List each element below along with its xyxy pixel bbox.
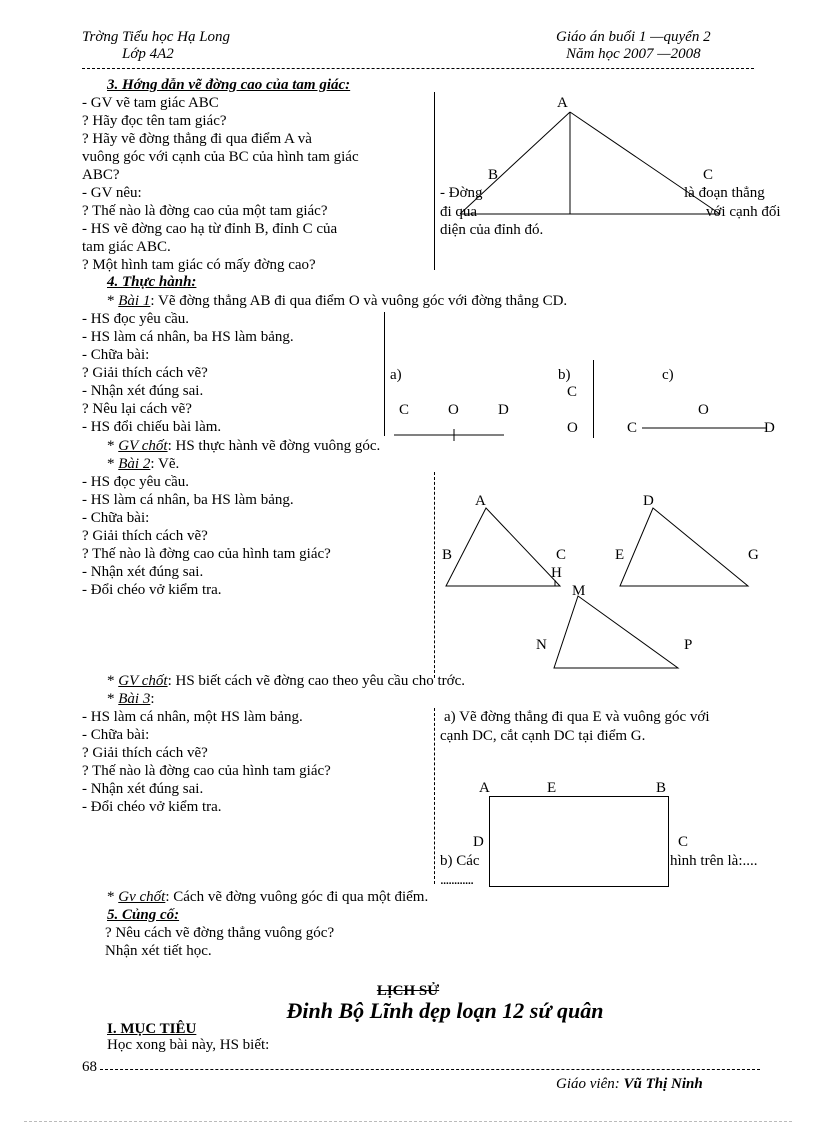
text-line: - Chữa bài: [82, 727, 150, 743]
text-line: - HS làm cá nhân, ba HS làm bảng. [82, 492, 294, 508]
fig-a-point-d: D [498, 402, 509, 418]
rect-point-a: A [479, 780, 490, 796]
bai-2-triangles-figure [440, 500, 780, 680]
bai-2-left-column [82, 473, 331, 599]
fig-b-point-o: O [567, 420, 578, 436]
bai-2-conclusion-text: : HS biết cách vẽ đờng cao theo yêu cầu cho trớc. [167, 673, 465, 689]
section-5-title: 5. Củng cố: [107, 907, 180, 923]
bai-2-divider [434, 472, 435, 678]
bai-2-text: : Vẽ. [150, 456, 180, 472]
text-line: ? Một hình tam giác có mấy đờng cao? [82, 257, 316, 273]
teacher-name: Vũ Thị Ninh [623, 1076, 703, 1092]
bai-1-prompt: * Bài 1: Vẽ đờng thẳng AB đi qua điểm O và vuông góc với đờng thẳng CD. [107, 293, 568, 309]
objective-intro: Học xong bài này, HS biết: [107, 1037, 270, 1053]
bai-1-conclusion-text: : HS thực hành vẽ đờng vuông góc. [167, 438, 381, 454]
text-line: ? Hãy đọc tên tam giác? [82, 113, 227, 129]
text-line: ? Nêu cách vẽ đờng thẳng vuông góc? [105, 925, 335, 941]
text-line: ? Giải thích cách vẽ? [82, 745, 208, 761]
bai-3-conclusion-label: Gv chốt [118, 889, 166, 905]
page-number: 68 [82, 1059, 97, 1075]
fig-c-line [640, 420, 770, 440]
definition-line-3: diện của đỉnh đó. [440, 222, 544, 238]
point-b: B [488, 167, 499, 183]
bai-3-task-a-line-1: a) Vẽ đờng thẳng đi qua E và vuông góc với [444, 709, 710, 725]
t1-point-c: C [556, 547, 567, 563]
bai-3-label: Bài 3 [118, 691, 151, 707]
bai-2-prompt: * Bài 2: Vẽ. [107, 456, 180, 472]
text-line: ABC? [82, 167, 120, 183]
text-line: - Nhận xét đúng sai. [82, 383, 204, 399]
text-line: - Chữa bài: [82, 347, 150, 363]
bai-3-task-b-end: hình trên là:.... [670, 853, 758, 869]
t3-point-p: P [684, 637, 693, 653]
definition-line-1-end: là đoạn thẳng [684, 185, 765, 201]
t2-point-d: D [643, 493, 654, 509]
definition-line-2: đi qua [440, 204, 478, 220]
bai-3-prompt: * Bài 3: [107, 691, 155, 707]
t3-point-n: N [536, 637, 547, 653]
text-line: - HS đọc yêu cầu. [82, 311, 190, 327]
fig-a-point-o: O [448, 402, 459, 418]
text-line: Nhận xét tiết học. [105, 943, 212, 959]
text-line: - HS làm cá nhân, ba HS làm bảng. [82, 329, 294, 345]
bai-1-divider [384, 312, 385, 436]
text-line: ? Thế nào là đờng cao của một tam giác? [82, 203, 328, 219]
class-name: Lớp 4A2 [122, 46, 174, 62]
text-line: - Nhận xét đúng sai. [82, 781, 204, 797]
bai-1-conclusion-label: GV chốt [118, 438, 168, 454]
t1-point-a: A [475, 493, 486, 509]
bai-1-left-column [82, 310, 294, 436]
t2-point-e: E [615, 547, 625, 563]
fig-a-point-c: C [399, 402, 410, 418]
text-line: - Nhận xét đúng sai. [82, 564, 204, 580]
document-title: Giáo án buổi 1 —quyển 2 [556, 29, 711, 45]
text-line: - GV vẽ tam giác ABC [82, 95, 219, 111]
text-line: ? Giải thích cách vẽ? [82, 528, 208, 544]
text-line: - HS làm cá nhân, một HS làm bảng. [82, 709, 303, 725]
lesson-title: Đinh Bộ Lĩnh dẹp loạn 12 sứ quân [286, 998, 604, 1023]
text-line: ? Hãy vẽ đờng thẳng đi qua điểm A và [82, 131, 312, 147]
subject-heading: LỊCH SỬ [376, 983, 440, 999]
t2-point-g: G [748, 547, 759, 563]
point-a: A [557, 95, 568, 111]
bai-3-task-b: b) Các [440, 853, 480, 869]
footer-divider [100, 1069, 760, 1070]
definition-line-1: - Đờng [440, 185, 483, 201]
school-year: Năm học 2007 —2008 [566, 46, 701, 62]
bai-3-task-a-line-2: cạnh DC, cắt cạnh DC tại điểm G. [440, 728, 646, 744]
figure-a-label: a) [390, 367, 402, 383]
figure-b-label: b) [558, 367, 571, 383]
fig-c-point-o: O [698, 402, 709, 418]
bai-3-conclusion-text: : Cách vẽ đờng vuông góc đi qua một điểm. [165, 889, 429, 905]
bai-3-conclusion: * Gv chốt: Cách vẽ đờng vuông góc đi qua một điểm. [107, 889, 429, 905]
fig-b-point-c: C [567, 384, 578, 400]
column-divider [434, 92, 435, 270]
bai-3-dots: ............ [440, 872, 473, 888]
bai-3-left-column [82, 708, 331, 816]
rect-point-c: C [678, 834, 689, 850]
t3-point-m: M [572, 583, 586, 599]
bai-3-divider [434, 708, 435, 884]
text-line: ? Thế nào là đờng cao của hình tam giác? [82, 546, 331, 562]
objective-heading: I. MỤC TIÊU [107, 1021, 197, 1037]
definition-line-2-end: với cạnh đối [706, 204, 781, 220]
rect-point-d: D [473, 834, 484, 850]
text-line: - HS đọc yêu cầu. [82, 474, 190, 490]
text-line: vuông góc với cạnh của BC của hình tam giác [82, 149, 359, 165]
bai-1-text: : Vẽ đờng thẳng AB đi qua điểm O và vuông góc với đờng thẳng CD. [150, 293, 568, 309]
bai-2-conclusion: * GV chốt: HS biết cách vẽ đờng cao theo yêu cầu cho trớc. [107, 673, 465, 689]
section-3-title: 3. Hớng dẫn vẽ đờng cao của tam giác: [107, 77, 351, 93]
school-name: Trờng Tiểu học Hạ Long [82, 29, 231, 45]
rectangle-abcd [489, 796, 669, 887]
t1-point-b: B [442, 547, 453, 563]
fig-b-vertical-line [593, 360, 594, 438]
fig-a-line [390, 425, 510, 445]
bai-2-label: Bài 2 [118, 456, 151, 472]
bai-3-text: : [150, 691, 155, 707]
rect-point-b: B [656, 780, 667, 796]
text-line: tam giác ABC. [82, 239, 171, 255]
teacher-label: Giáo viên: [556, 1076, 624, 1092]
fig-c-point-c: C [627, 420, 638, 436]
text-line: - Chữa bài: [82, 510, 150, 526]
section-4-title: 4. Thực hành: [107, 274, 197, 290]
figure-c-label: c) [662, 367, 674, 383]
text-line: - HS vẽ đờng cao hạ từ đỉnh B, đỉnh C của [82, 221, 338, 237]
bai-1-label: Bài 1 [118, 293, 151, 309]
section-5-body [105, 924, 334, 960]
text-line: ? Nêu lại cách vẽ? [82, 401, 192, 417]
text-line: - HS đổi chiếu bài làm. [82, 419, 222, 435]
header-divider [82, 68, 754, 69]
teacher-signature [556, 1075, 703, 1093]
fig-c-point-d: D [764, 420, 775, 436]
t1-point-h: H [551, 565, 562, 581]
text-line: - Đổi chéo vở kiểm tra. [82, 582, 222, 598]
section-3-left-column [82, 94, 359, 274]
page-edge [24, 1121, 792, 1122]
bai-2-conclusion-label: GV chốt [118, 673, 168, 689]
text-line: - GV nêu: [82, 185, 142, 201]
rect-point-e: E [547, 780, 557, 796]
point-c: C [703, 167, 714, 183]
text-line: ? Thế nào là đờng cao của hình tam giác? [82, 763, 331, 779]
text-line: - Đổi chéo vở kiểm tra. [82, 799, 222, 815]
bai-1-conclusion: * GV chốt: HS thực hành vẽ đờng vuông góc. [107, 438, 381, 454]
text-line: ? Giải thích cách vẽ? [82, 365, 208, 381]
